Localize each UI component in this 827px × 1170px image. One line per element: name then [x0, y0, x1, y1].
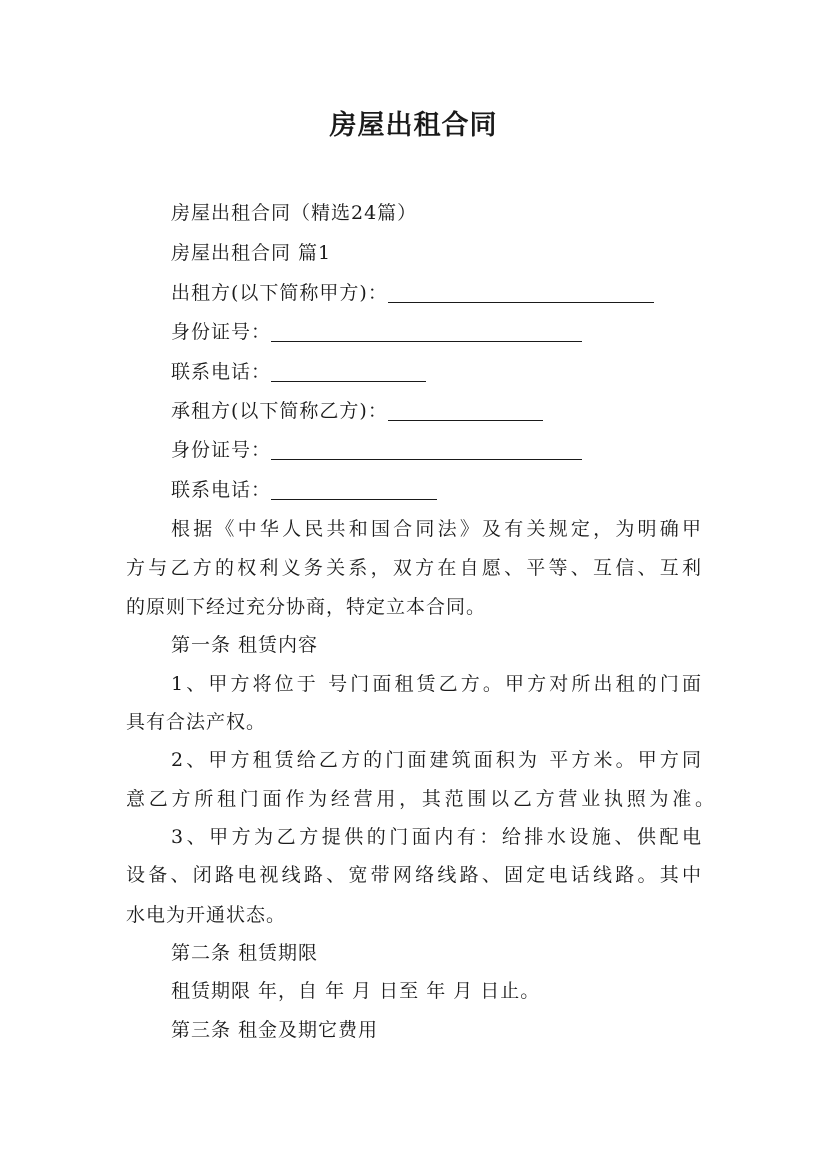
- clause-3-line-2: 设备、闭路电视线路、宽带网络线路、固定电话线路。其中: [126, 864, 701, 886]
- document-subtitle: 房屋出租合同（精选24篇）: [171, 202, 418, 224]
- term-text: 租赁期限 年，自 年 月 日至 年 月 日止。: [171, 980, 541, 1002]
- article-3-heading: 第三条 租金及期它费用: [171, 1019, 379, 1041]
- phone-blank-2: [271, 480, 437, 500]
- id-blank-2: [271, 440, 582, 460]
- preamble-line-1: 根据《中华人民共和国合同法》及有关规定，为明确甲: [171, 518, 701, 540]
- lessor-label: 出租方(以下简称甲方)：: [171, 282, 388, 304]
- lessor-blank: [388, 283, 654, 303]
- lessor-line: [171, 278, 654, 305]
- clause-1-line-1: 1、甲方将位于 号门面租赁乙方。甲方对所出租的门面: [171, 673, 701, 695]
- phone-blank-1: [271, 362, 426, 382]
- clause-3-line-3: 水电为开通状态。: [126, 904, 287, 926]
- phone-label-1: 联系电话：: [171, 361, 272, 383]
- clause-2-line-1: 2、甲方租赁给乙方的门面建筑面积为 平方米。甲方同: [171, 749, 701, 771]
- id-label-1: 身份证号：: [171, 321, 272, 343]
- article-1-heading: 第一条 租赁内容: [171, 634, 319, 656]
- clause-1-line-2: 具有合法产权。: [126, 711, 267, 733]
- lessee-label: 承租方(以下简称乙方)：: [171, 400, 388, 422]
- id-label-2: 身份证号：: [171, 439, 272, 461]
- preamble-line-3: 的原则下经过充分协商，特定立本合同。: [126, 596, 487, 618]
- id-line-2: [171, 435, 582, 462]
- id-blank-1: [271, 322, 582, 342]
- clause-2-line-2: 意乙方所租门面作为经营用，其范围以乙方营业执照为准。: [126, 788, 714, 810]
- clause-3-line-1: 3、甲方为乙方提供的门面内有：给排水设施、供配电: [171, 826, 701, 848]
- document-title: 房屋出租合同: [329, 110, 498, 141]
- lessee-line: [171, 396, 543, 423]
- phone-label-2: 联系电话：: [171, 479, 272, 501]
- section-heading: 房屋出租合同 篇1: [171, 242, 332, 264]
- phone-line-2: [171, 475, 437, 502]
- phone-line-1: [171, 357, 426, 384]
- lessee-blank: [388, 401, 543, 421]
- article-2-heading: 第二条 租赁期限: [171, 942, 319, 964]
- id-line-1: [171, 317, 582, 344]
- preamble-line-2: 方与乙方的权利义务关系，双方在自愿、平等、互信、互利: [126, 557, 701, 579]
